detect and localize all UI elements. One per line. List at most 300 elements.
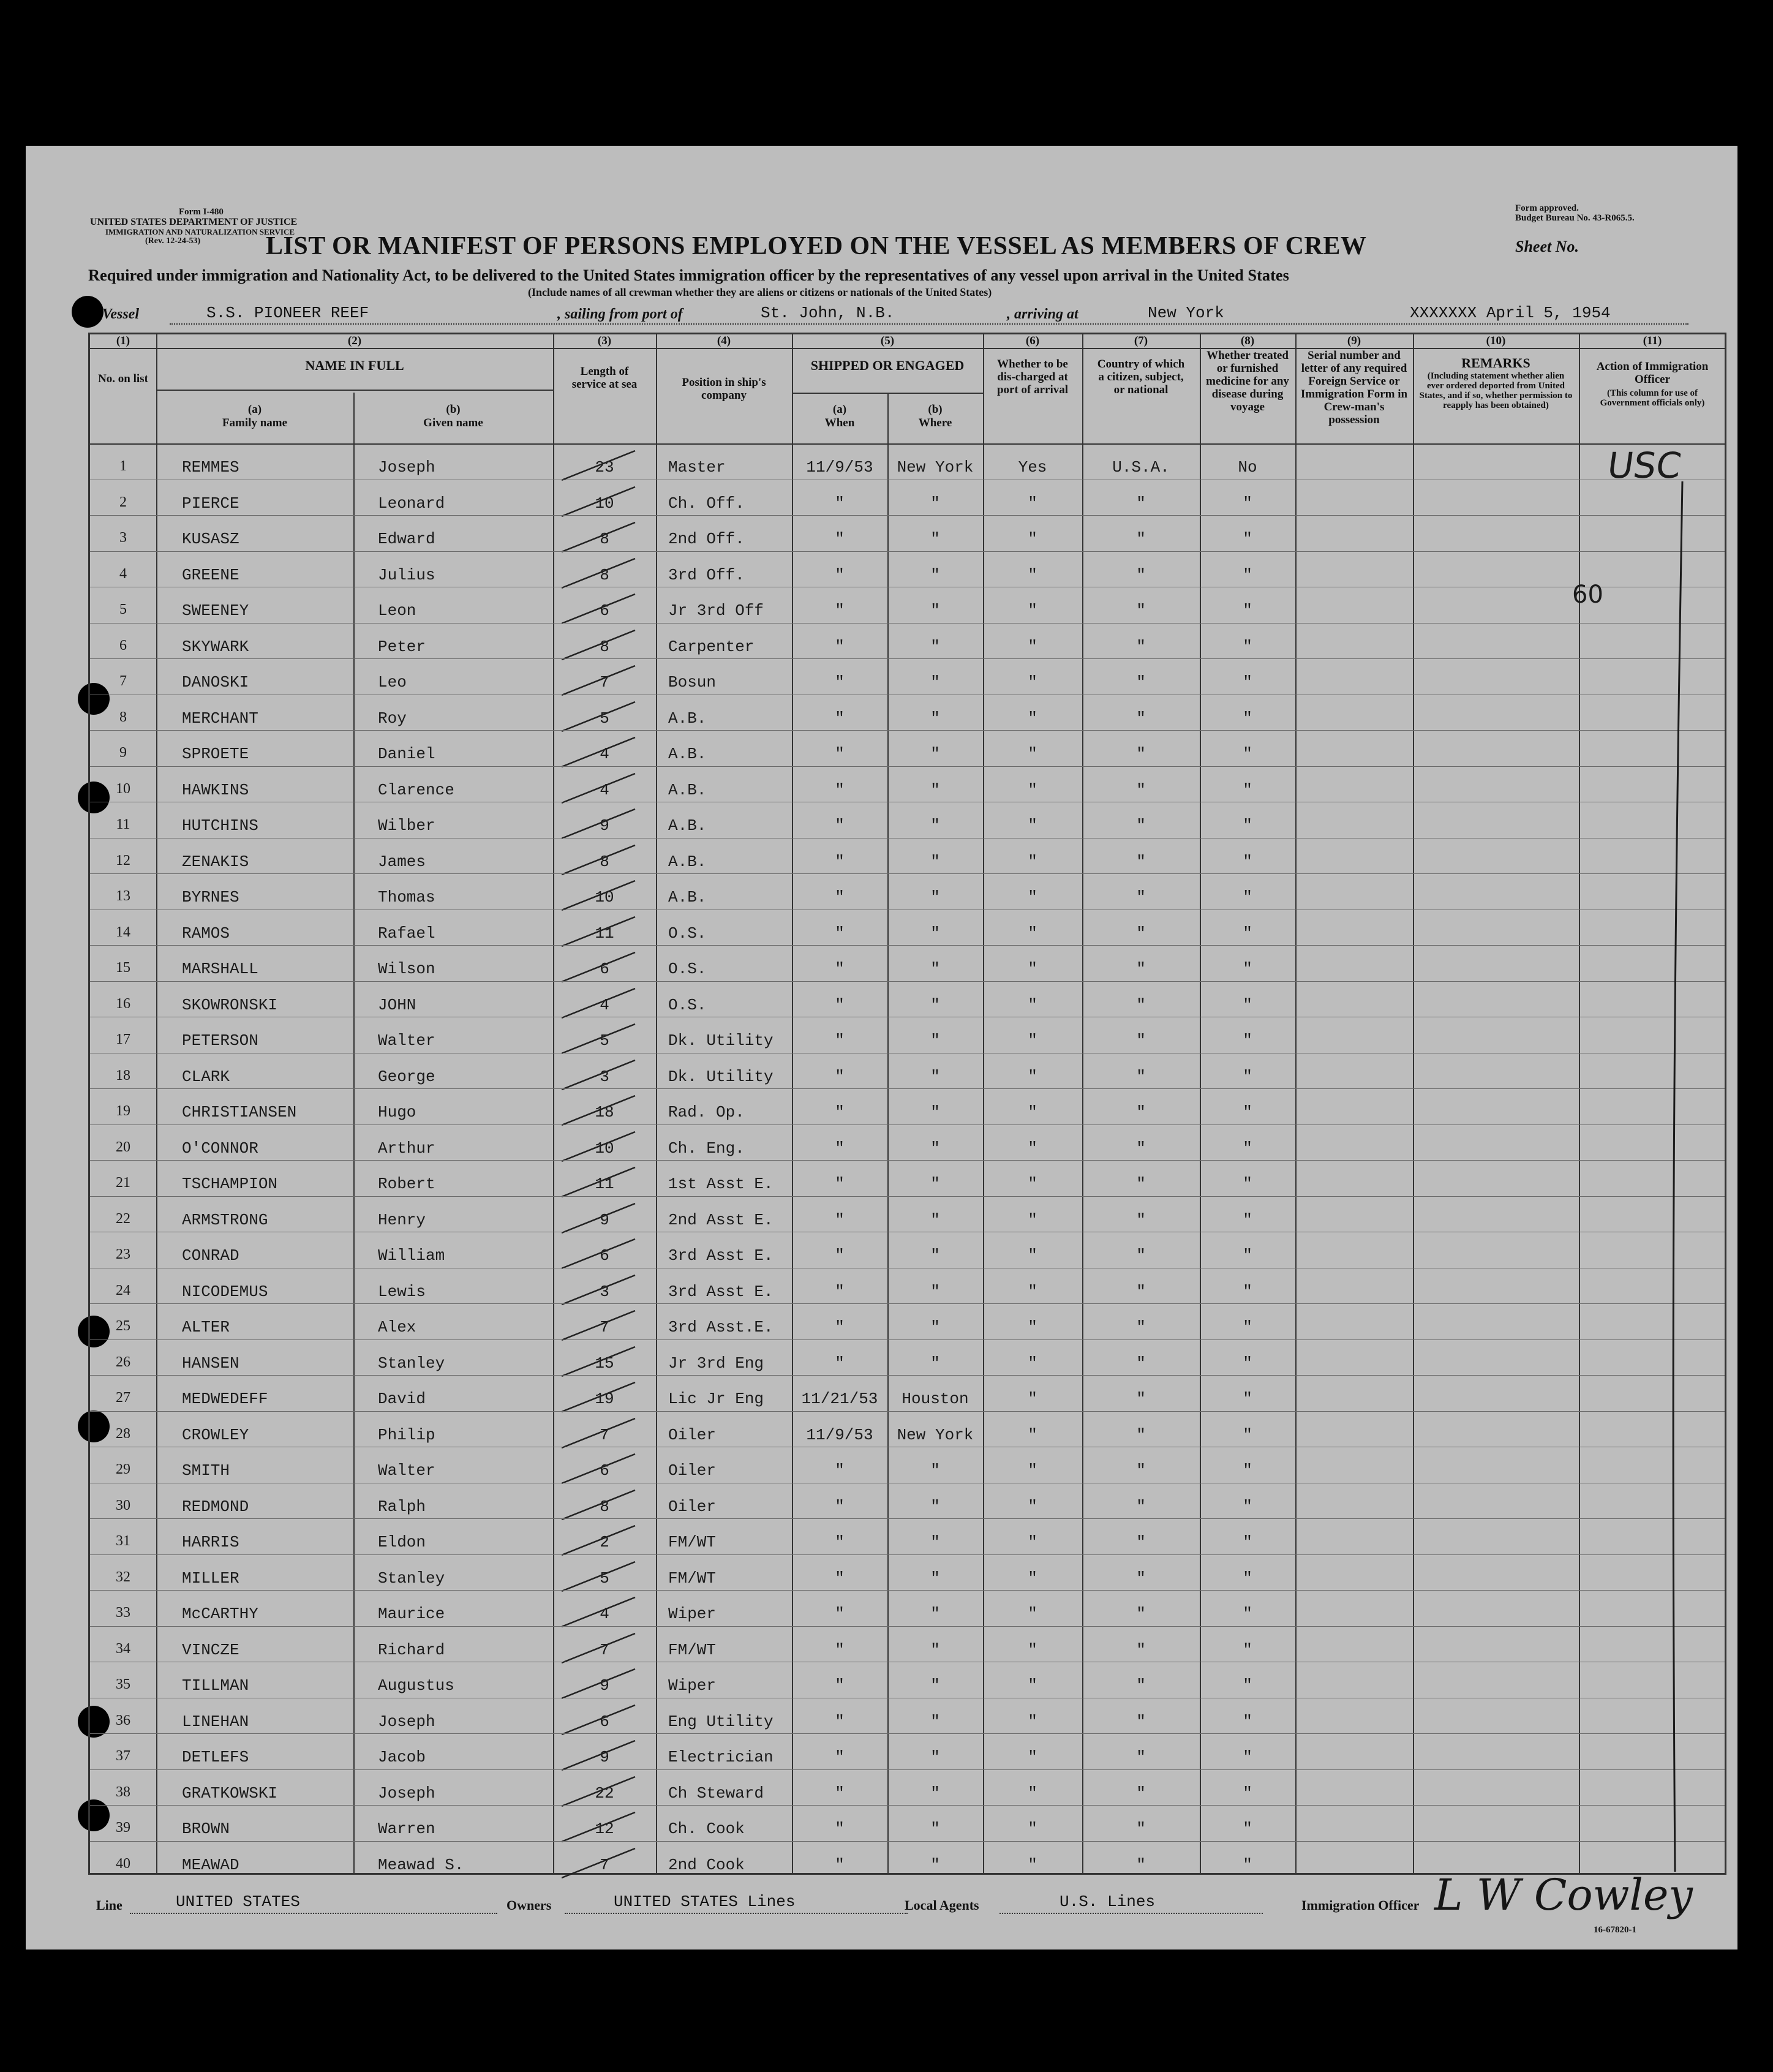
punch-hole <box>72 296 104 328</box>
row-number: 38 <box>116 1784 130 1800</box>
action-mark: USC <box>1605 445 1684 486</box>
given-name: Eldon <box>378 1533 426 1551</box>
row-number: 33 <box>116 1605 130 1621</box>
shipped-when: " <box>835 780 845 799</box>
row-number: 6 <box>119 637 127 654</box>
position: 3rd Asst E. <box>668 1246 774 1265</box>
row-divider <box>90 1518 1725 1519</box>
discharged-at-arrival: " <box>1028 995 1037 1014</box>
row-number: 18 <box>116 1067 130 1083</box>
treated-during-voyage: " <box>1243 1139 1252 1158</box>
position: A.B. <box>668 780 707 799</box>
action-number: 60 <box>1572 581 1603 609</box>
shipped-when: " <box>835 1354 845 1373</box>
given-name: Peter <box>378 637 426 656</box>
treated-during-voyage: " <box>1243 816 1252 835</box>
discharged-at-arrival: " <box>1028 1605 1037 1623</box>
country-of-citizenship: " <box>1136 745 1146 763</box>
given-name: Jacob <box>378 1748 426 1766</box>
row-number: 8 <box>119 709 127 725</box>
family-name: HAWKINS <box>182 780 249 799</box>
family-name: McCARTHY <box>182 1605 258 1623</box>
row-number: 26 <box>116 1354 130 1370</box>
shipped-when: 11/9/53 <box>806 1425 873 1444</box>
treated-during-voyage: No <box>1238 458 1257 477</box>
discharged-at-arrival: " <box>1028 1318 1037 1336</box>
given-name: Henry <box>378 1210 426 1229</box>
length-of-service: 22 <box>595 1784 614 1803</box>
row-number: 15 <box>116 960 130 976</box>
length-of-service: 8 <box>600 565 609 584</box>
shipped-where: " <box>930 494 940 513</box>
given-name: Julius <box>378 565 435 584</box>
length-of-service: 12 <box>595 1820 614 1838</box>
shipped-where: " <box>930 1497 940 1516</box>
shipped-when: " <box>835 1855 845 1874</box>
length-of-service: 8 <box>600 530 609 548</box>
country-of-citizenship: " <box>1136 1139 1146 1158</box>
length-of-service: 6 <box>600 1712 609 1731</box>
discharged-at-arrival: " <box>1028 530 1037 548</box>
shipped-where: " <box>930 1282 940 1301</box>
family-name: SWEENEY <box>182 601 249 620</box>
shipped-when: 11/21/53 <box>801 1390 878 1408</box>
col-6-number: (6) <box>1025 334 1040 347</box>
discharged-at-arrival: Yes <box>1018 458 1047 477</box>
treated-during-voyage: " <box>1243 1784 1252 1803</box>
length-of-service: 6 <box>600 1246 609 1265</box>
length-of-service: 4 <box>600 995 609 1014</box>
owners-label: Owners <box>506 1897 552 1913</box>
position: A.B. <box>668 709 707 728</box>
position: Oiler <box>668 1497 717 1516</box>
treated-during-voyage: " <box>1243 1067 1252 1086</box>
treated-during-voyage: " <box>1243 1605 1252 1623</box>
col-7-number: (7) <box>1134 334 1148 347</box>
given-name: Rafael <box>378 924 435 943</box>
treated-during-voyage: " <box>1243 1569 1252 1588</box>
header-shipped: SHIPPED OR ENGAGED <box>810 358 965 373</box>
position: FM/WT <box>668 1640 717 1659</box>
row-number: 27 <box>116 1390 130 1406</box>
discharged-at-arrival: " <box>1028 1497 1037 1516</box>
col-8-number: (8) <box>1240 334 1255 347</box>
treated-during-voyage: " <box>1243 960 1252 978</box>
position: 2nd Cook <box>668 1855 745 1874</box>
discharged-at-arrival: " <box>1028 1461 1037 1480</box>
discharged-at-arrival: " <box>1028 1820 1037 1838</box>
country-of-citizenship: " <box>1136 1569 1146 1588</box>
shipped-when: " <box>835 673 845 691</box>
treated-during-voyage: " <box>1243 530 1252 548</box>
shipped-when: " <box>835 1640 845 1659</box>
family-name: DETLEFS <box>182 1748 249 1766</box>
vessel-underline <box>170 323 1688 325</box>
given-name: William <box>378 1246 445 1265</box>
discharged-at-arrival: " <box>1028 494 1037 513</box>
discharged-at-arrival: " <box>1028 960 1037 978</box>
header-action-note: (This column for use of Government officials only) <box>1600 388 1705 408</box>
inclusion-note: (Include names of all crewman whether they are aliens or citizens or nationals of the United States) <box>528 286 992 298</box>
country-of-citizenship: " <box>1136 530 1146 548</box>
length-of-service: 7 <box>600 1640 609 1659</box>
header-action: Action of Immigration Officer <box>1596 360 1709 386</box>
header-length: Length of service at sea <box>571 365 638 391</box>
given-name: Clarence <box>378 780 454 799</box>
discharged-at-arrival: " <box>1028 745 1037 763</box>
length-of-service: 7 <box>600 1425 609 1444</box>
shipped-where: " <box>930 1533 940 1551</box>
row-number: 14 <box>116 924 130 940</box>
row-number: 29 <box>116 1461 130 1477</box>
shipped-when: " <box>835 1533 845 1551</box>
given-name: Ralph <box>378 1497 426 1516</box>
service-line: IMMIGRATION AND NATURALIZATION SERVICE <box>105 227 295 236</box>
shipped-where: " <box>930 1103 940 1121</box>
budget-line: Budget Bureau No. 43-R065.5. <box>1515 213 1635 223</box>
row-number: 23 <box>116 1246 130 1262</box>
row-number: 11 <box>116 816 130 832</box>
header-serial: Serial number and letter of any required Foreign Service or Immigration Form in Crew-man's possession <box>1300 349 1408 426</box>
position: A.B. <box>668 888 707 906</box>
col-10-number: (10) <box>1486 334 1506 347</box>
position: Ch. Eng. <box>668 1139 745 1158</box>
treated-during-voyage: " <box>1243 1031 1252 1050</box>
shipped-where: New York <box>897 458 974 477</box>
country-of-citizenship: " <box>1136 1354 1146 1373</box>
position: O.S. <box>668 924 707 943</box>
given-name: Warren <box>378 1820 435 1838</box>
country-of-citizenship: " <box>1136 888 1146 906</box>
line-value: UNITED STATES <box>176 1893 300 1911</box>
family-name: SKYWARK <box>182 637 249 656</box>
length-of-service: 9 <box>600 1748 609 1766</box>
shipped-when: " <box>835 888 845 906</box>
discharged-at-arrival: " <box>1028 924 1037 943</box>
shipped-when: " <box>835 745 845 763</box>
family-name: TSCHAMPION <box>182 1175 278 1193</box>
family-name: HUTCHINS <box>182 816 258 835</box>
form-id: Form I-480 <box>179 207 224 217</box>
header-remarks: REMARKS <box>1461 355 1530 371</box>
row-number: 17 <box>116 1031 130 1047</box>
header-a: (a) <box>247 403 262 416</box>
country-of-citizenship: " <box>1136 1067 1146 1086</box>
discharged-at-arrival: " <box>1028 1425 1037 1444</box>
shipped-when: " <box>835 601 845 620</box>
shipped-where: " <box>930 745 940 763</box>
length-of-service: 9 <box>600 816 609 835</box>
position: O.S. <box>668 960 707 978</box>
row-number: 7 <box>119 673 127 689</box>
position: Oiler <box>668 1425 717 1444</box>
given-name: Joseph <box>378 458 435 477</box>
discharged-at-arrival: " <box>1028 1390 1037 1408</box>
row-number: 21 <box>116 1175 130 1191</box>
header-position: Position in ship's company <box>682 376 766 402</box>
family-name: VINCZE <box>182 1640 239 1659</box>
shipped-where: " <box>930 601 940 620</box>
discharged-at-arrival: " <box>1028 852 1037 871</box>
family-name: REMMES <box>182 458 239 477</box>
row-divider <box>90 1411 1725 1412</box>
family-name: PETERSON <box>182 1031 258 1050</box>
treated-during-voyage: " <box>1243 1748 1252 1766</box>
shipped-when: " <box>835 494 845 513</box>
position: A.B. <box>668 745 707 763</box>
row-number: 28 <box>116 1425 130 1442</box>
family-name: CROWLEY <box>182 1425 249 1444</box>
country-of-citizenship: " <box>1136 1282 1146 1301</box>
length-of-service: 3 <box>600 1282 609 1301</box>
family-name: GRATKOWSKI <box>182 1784 278 1803</box>
row-number: 36 <box>116 1712 130 1728</box>
shipped-where: " <box>930 1640 940 1659</box>
family-name: BYRNES <box>182 888 239 906</box>
shipped-where: " <box>930 1748 940 1766</box>
row-divider <box>90 1805 1725 1806</box>
position: Jr 3rd Off <box>668 601 764 620</box>
shipped-when: " <box>835 637 845 656</box>
row-divider <box>90 1590 1725 1591</box>
row-divider <box>90 1303 1725 1304</box>
shipped-when: " <box>835 1067 845 1086</box>
family-name: MEAWAD <box>182 1855 239 1874</box>
row-divider <box>90 1626 1725 1627</box>
given-name: Thomas <box>378 888 435 906</box>
treated-during-voyage: " <box>1243 1533 1252 1551</box>
shipped-when: " <box>835 1246 845 1265</box>
family-name: O'CONNOR <box>182 1139 258 1158</box>
treated-during-voyage: " <box>1243 1425 1252 1444</box>
given-name: Wilber <box>378 816 435 835</box>
family-name: MARSHALL <box>182 960 258 978</box>
length-of-service: 6 <box>600 1461 609 1480</box>
treated-during-voyage: " <box>1243 1820 1252 1838</box>
shipped-when: " <box>835 960 845 978</box>
header-treated: Whether treated or furnished medicine for any disease during voyage <box>1206 349 1289 413</box>
discharged-at-arrival: " <box>1028 1031 1037 1050</box>
header-when: When <box>824 416 855 429</box>
row-number: 30 <box>116 1497 130 1513</box>
position: Electrician <box>668 1748 774 1766</box>
country-of-citizenship: " <box>1136 1855 1146 1874</box>
approval-line: Form approved. <box>1515 203 1579 213</box>
revision-line: (Rev. 12-24-53) <box>145 236 201 246</box>
position: A.B. <box>668 816 707 835</box>
country-of-citizenship: " <box>1136 1605 1146 1623</box>
given-name: Leon <box>378 601 416 620</box>
length-of-service: 6 <box>600 960 609 978</box>
vessel-label: Vessel <box>102 306 139 322</box>
position: A.B. <box>668 852 707 871</box>
shipped-where: " <box>930 1210 940 1229</box>
length-of-service: 19 <box>595 1390 614 1408</box>
given-name: Walter <box>378 1461 435 1480</box>
treated-during-voyage: " <box>1243 1390 1252 1408</box>
footer-line-underline <box>130 1913 497 1914</box>
row-divider <box>90 945 1725 946</box>
given-name: Joseph <box>378 1784 435 1803</box>
discharged-at-arrival: " <box>1028 1103 1037 1121</box>
shipped-where: " <box>930 709 940 728</box>
shipped-where: " <box>930 1855 940 1874</box>
length-of-service: 10 <box>595 1139 614 1158</box>
shipped-when: " <box>835 1210 845 1229</box>
shipped-when: " <box>835 1820 845 1838</box>
discharged-at-arrival: " <box>1028 601 1037 620</box>
shipped-where: Houston <box>902 1390 969 1408</box>
row-divider <box>90 1196 1725 1197</box>
col-9-number: (9) <box>1347 334 1361 347</box>
owners-value: UNITED STATES Lines <box>614 1893 796 1911</box>
row-number: 34 <box>116 1640 130 1657</box>
shipped-where: " <box>930 673 940 691</box>
col-11-number: (11) <box>1643 334 1662 347</box>
length-of-service: 8 <box>600 1497 609 1516</box>
position: 2nd Off. <box>668 530 745 548</box>
country-of-citizenship: " <box>1136 924 1146 943</box>
row-number: 35 <box>116 1676 130 1692</box>
shipped-where: " <box>930 995 940 1014</box>
shipped-where: " <box>930 1175 940 1193</box>
sheet-number-label: Sheet No. <box>1515 238 1579 255</box>
discharged-at-arrival: " <box>1028 1712 1037 1731</box>
country-of-citizenship: " <box>1136 1210 1146 1229</box>
length-of-service: 10 <box>595 494 614 513</box>
row-divider <box>90 730 1725 731</box>
treated-during-voyage: " <box>1243 995 1252 1014</box>
header-family-name: Family name <box>222 416 288 429</box>
sailing-port: St. John, N.B. <box>761 304 895 322</box>
row-number: 39 <box>116 1820 130 1836</box>
treated-during-voyage: " <box>1243 494 1252 513</box>
position: Master <box>668 458 726 477</box>
line-label: Line <box>96 1897 122 1913</box>
discharged-at-arrival: " <box>1028 888 1037 906</box>
country-of-citizenship: " <box>1136 1748 1146 1766</box>
position: Wiper <box>668 1605 717 1623</box>
family-name: DANOSKI <box>182 673 249 691</box>
treated-during-voyage: " <box>1243 1246 1252 1265</box>
header-name-in-full: NAME IN FULL <box>305 358 404 373</box>
position: 2nd Asst E. <box>668 1210 774 1229</box>
shipped-where: " <box>930 1605 940 1623</box>
country-of-citizenship: " <box>1136 1175 1146 1193</box>
shipped-when: " <box>835 1175 845 1193</box>
shipped-when: " <box>835 852 845 871</box>
country-of-citizenship: " <box>1136 852 1146 871</box>
length-of-service: 8 <box>600 637 609 656</box>
family-name: MILLER <box>182 1569 239 1588</box>
row-divider <box>90 1375 1725 1376</box>
length-of-service: 4 <box>600 745 609 763</box>
shipped-where: " <box>930 1246 940 1265</box>
shipped-where: " <box>930 637 940 656</box>
given-name: Philip <box>378 1425 435 1444</box>
country-of-citizenship: " <box>1136 1497 1146 1516</box>
family-name: LINEHAN <box>182 1712 249 1731</box>
officer-signature: L W Cowley <box>1434 1870 1693 1920</box>
length-of-service: 5 <box>600 1031 609 1050</box>
crew-table <box>88 333 1726 1875</box>
given-name: Joseph <box>378 1712 435 1731</box>
given-name: James <box>378 852 426 871</box>
shipped-where: " <box>930 1461 940 1480</box>
row-divider <box>90 1769 1725 1770</box>
position: Ch Steward <box>668 1784 764 1803</box>
row-divider <box>90 981 1725 982</box>
col-3-number: (3) <box>597 334 612 347</box>
country-of-citizenship: " <box>1136 565 1146 584</box>
treated-during-voyage: " <box>1243 673 1252 691</box>
family-name: MERCHANT <box>182 709 258 728</box>
length-of-service: 11 <box>595 924 614 943</box>
length-of-service: 9 <box>600 1210 609 1229</box>
family-name: CHRISTIANSEN <box>182 1103 297 1121</box>
given-name: JOHN <box>378 995 416 1014</box>
print-code: 16-67820-1 <box>1594 1925 1636 1935</box>
shipped-where: " <box>930 565 940 584</box>
treated-during-voyage: " <box>1243 1103 1252 1121</box>
given-name: Robert <box>378 1175 435 1193</box>
family-name: KUSASZ <box>182 530 239 548</box>
shipped-where: " <box>930 1820 940 1838</box>
shipped-where: " <box>930 1318 940 1336</box>
country-of-citizenship: " <box>1136 780 1146 799</box>
shipped-when: " <box>835 1569 845 1588</box>
col-5-number: (5) <box>880 334 895 347</box>
length-of-service: 18 <box>595 1103 614 1121</box>
shipped-where: " <box>930 1067 940 1086</box>
col-4-number: (4) <box>717 334 731 347</box>
shipped-when: " <box>835 565 845 584</box>
action-check-line <box>1658 481 1695 1878</box>
agents-value: U.S. Lines <box>1060 1893 1156 1911</box>
shipped-when: " <box>835 1461 845 1480</box>
country-of-citizenship: " <box>1136 1425 1146 1444</box>
shipped-where: " <box>930 816 940 835</box>
family-name: RAMOS <box>182 924 230 943</box>
length-of-service: 15 <box>595 1354 614 1373</box>
country-of-citizenship: " <box>1136 1318 1146 1336</box>
given-name: Alex <box>378 1318 416 1336</box>
given-name: Walter <box>378 1031 435 1050</box>
given-name: David <box>378 1390 426 1408</box>
given-name: Edward <box>378 530 435 548</box>
family-name: HARRIS <box>182 1533 239 1551</box>
position: Dk. Utility <box>668 1031 774 1050</box>
position: Rad. Op. <box>668 1103 745 1121</box>
shipped-where: " <box>930 1676 940 1695</box>
shipped-where: " <box>930 852 940 871</box>
discharged-at-arrival: " <box>1028 1784 1037 1803</box>
position: Bosun <box>668 673 717 691</box>
discharged-at-arrival: " <box>1028 1067 1037 1086</box>
given-name: Meawad S. <box>378 1855 464 1874</box>
given-name: Leonard <box>378 494 445 513</box>
family-name: CONRAD <box>182 1246 239 1265</box>
row-number: 3 <box>119 530 127 546</box>
given-name: Stanley <box>378 1354 445 1373</box>
header-5b: (b) <box>928 403 943 416</box>
sailing-label: , sailing from port of <box>557 306 683 322</box>
treated-during-voyage: " <box>1243 709 1252 728</box>
treated-during-voyage: " <box>1243 1497 1252 1516</box>
row-number: 24 <box>116 1282 130 1298</box>
row-number: 1 <box>119 458 127 474</box>
length-of-service: 7 <box>600 1855 609 1874</box>
